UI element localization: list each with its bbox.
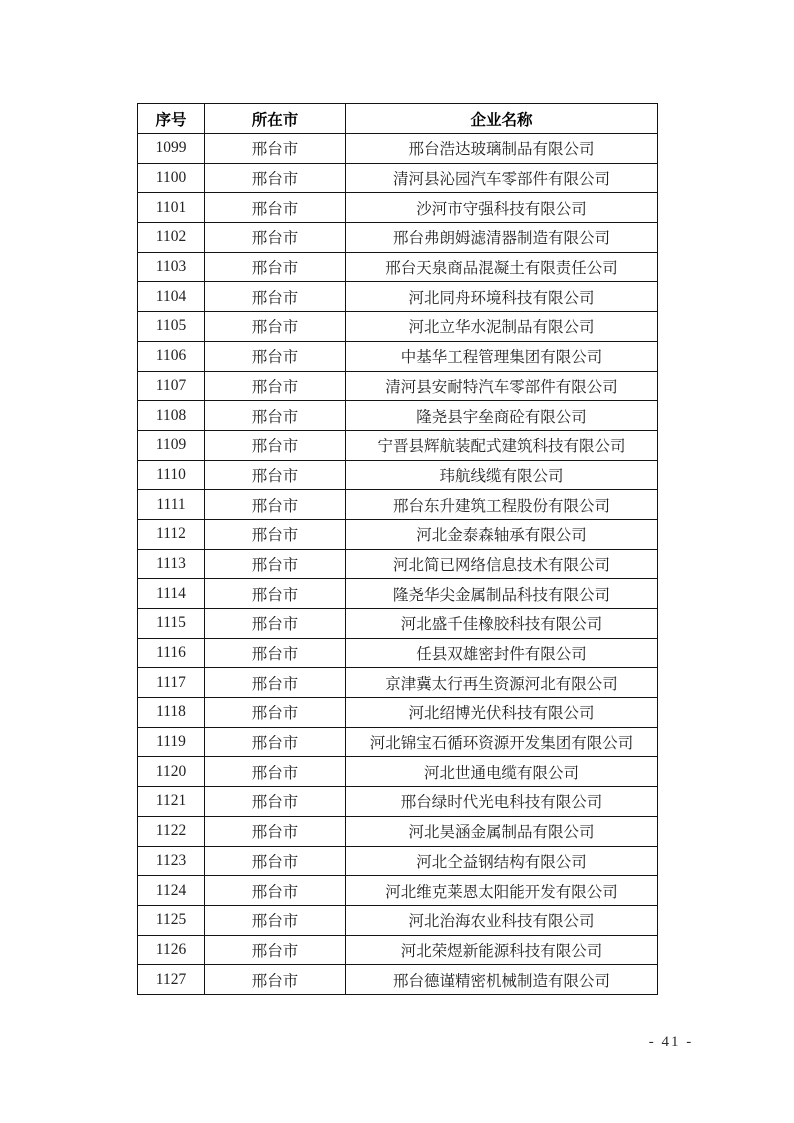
cell-serial-number: 1100 [138, 163, 205, 193]
cell-serial-number: 1121 [138, 787, 205, 817]
table-row [138, 223, 658, 253]
cell-serial-number: 1114 [138, 579, 205, 609]
cell-city: 邢台市 [205, 905, 346, 935]
cell-city: 邢台市 [205, 371, 346, 401]
cell-company-name: 河北盛千佳橡胶科技有限公司 [346, 609, 658, 639]
cell-serial-number: 1106 [138, 341, 205, 371]
cell-city: 邢台市 [205, 549, 346, 579]
cell-company-name: 京津冀太行再生资源河北有限公司 [346, 668, 658, 698]
cell-company-name: 河北昊涵金属制品有限公司 [346, 816, 658, 846]
table-row [138, 846, 658, 876]
table-row [138, 193, 658, 223]
cell-serial-number: 1119 [138, 727, 205, 757]
cell-serial-number: 1113 [138, 549, 205, 579]
cell-company-name: 河北简已网络信息技术有限公司 [346, 549, 658, 579]
cell-city: 邢台市 [205, 846, 346, 876]
table-row [138, 757, 658, 787]
cell-company-name: 邢台德谨精密机械制造有限公司 [346, 965, 658, 995]
cell-city: 邢台市 [205, 757, 346, 787]
cell-company-name: 清河县沁园汽车零部件有限公司 [346, 163, 658, 193]
cell-city: 邢台市 [205, 876, 346, 906]
cell-city: 邢台市 [205, 282, 346, 312]
cell-city: 邢台市 [205, 638, 346, 668]
table-row [138, 668, 658, 698]
cell-city: 邢台市 [205, 134, 346, 164]
cell-company-name: 清河县安耐特汽车零部件有限公司 [346, 371, 658, 401]
cell-serial-number: 1122 [138, 816, 205, 846]
cell-company-name: 河北荣煜新能源科技有限公司 [346, 935, 658, 965]
cell-company-name: 河北立华水泥制品有限公司 [346, 312, 658, 342]
cell-serial-number: 1103 [138, 252, 205, 282]
cell-company-name: 河北绍博光伏科技有限公司 [346, 698, 658, 728]
table-row [138, 430, 658, 460]
cell-serial-number: 1099 [138, 134, 205, 164]
cell-company-name: 宁晋县辉航装配式建筑科技有限公司 [346, 430, 658, 460]
cell-city: 邢台市 [205, 312, 346, 342]
cell-city: 邢台市 [205, 698, 346, 728]
table-row [138, 698, 658, 728]
cell-city: 邢台市 [205, 460, 346, 490]
page-number: - 41 - [648, 1034, 694, 1050]
col-header-company-name: 企业名称 [346, 104, 658, 134]
cell-city: 邢台市 [205, 341, 346, 371]
cell-serial-number: 1115 [138, 609, 205, 639]
cell-serial-number: 1117 [138, 668, 205, 698]
cell-serial-number: 1120 [138, 757, 205, 787]
cell-company-name: 河北治海农业科技有限公司 [346, 905, 658, 935]
cell-serial-number: 1111 [138, 490, 205, 520]
cell-city: 邢台市 [205, 223, 346, 253]
cell-city: 邢台市 [205, 787, 346, 817]
cell-company-name: 河北世通电缆有限公司 [346, 757, 658, 787]
table-row [138, 252, 658, 282]
cell-company-name: 隆尧县宇垒商砼有限公司 [346, 401, 658, 431]
cell-city: 邢台市 [205, 816, 346, 846]
table-row [138, 876, 658, 906]
cell-serial-number: 1125 [138, 905, 205, 935]
cell-company-name: 河北金泰森轴承有限公司 [346, 519, 658, 549]
table-row [138, 549, 658, 579]
table-row [138, 727, 658, 757]
cell-company-name: 河北仝益钢结构有限公司 [346, 846, 658, 876]
table-row [138, 163, 658, 193]
cell-city: 邢台市 [205, 579, 346, 609]
cell-company-name: 河北同舟环境科技有限公司 [346, 282, 658, 312]
table-row [138, 401, 658, 431]
table-row [138, 935, 658, 965]
cell-city: 邢台市 [205, 727, 346, 757]
cell-serial-number: 1107 [138, 371, 205, 401]
cell-company-name: 任县双雄密封件有限公司 [346, 638, 658, 668]
cell-city: 邢台市 [205, 519, 346, 549]
table-row [138, 282, 658, 312]
cell-serial-number: 1105 [138, 312, 205, 342]
cell-serial-number: 1108 [138, 401, 205, 431]
cell-city: 邢台市 [205, 401, 346, 431]
cell-city: 邢台市 [205, 668, 346, 698]
col-header-city: 所在市 [205, 104, 346, 134]
table-row [138, 371, 658, 401]
header-row [138, 104, 658, 134]
cell-city: 邢台市 [205, 935, 346, 965]
cell-serial-number: 1109 [138, 430, 205, 460]
cell-serial-number: 1126 [138, 935, 205, 965]
cell-serial-number: 1123 [138, 846, 205, 876]
cell-company-name: 邢台浩达玻璃制品有限公司 [346, 134, 658, 164]
cell-serial-number: 1116 [138, 638, 205, 668]
cell-city: 邢台市 [205, 609, 346, 639]
table-header [138, 104, 658, 134]
table-row [138, 460, 658, 490]
cell-serial-number: 1101 [138, 193, 205, 223]
cell-city: 邢台市 [205, 965, 346, 995]
cell-serial-number: 1102 [138, 223, 205, 253]
cell-city: 邢台市 [205, 193, 346, 223]
table-row [138, 638, 658, 668]
cell-serial-number: 1118 [138, 698, 205, 728]
cell-serial-number: 1127 [138, 965, 205, 995]
cell-company-name: 玮航线缆有限公司 [346, 460, 658, 490]
cell-city: 邢台市 [205, 163, 346, 193]
table-row [138, 341, 658, 371]
cell-serial-number: 1104 [138, 282, 205, 312]
cell-company-name: 邢台天泉商品混凝土有限责任公司 [346, 252, 658, 282]
table-row [138, 519, 658, 549]
cell-company-name: 邢台弗朗姆滤清器制造有限公司 [346, 223, 658, 253]
cell-city: 邢台市 [205, 252, 346, 282]
table-row [138, 816, 658, 846]
table-body [138, 134, 658, 995]
table-row [138, 490, 658, 520]
table-row [138, 134, 658, 164]
cell-company-name: 中基华工程管理集团有限公司 [346, 341, 658, 371]
cell-serial-number: 1112 [138, 519, 205, 549]
company-table [137, 103, 658, 995]
cell-company-name: 邢台东升建筑工程股份有限公司 [346, 490, 658, 520]
col-header-serial-number: 序号 [138, 104, 205, 134]
table-row [138, 905, 658, 935]
table-row [138, 312, 658, 342]
cell-serial-number: 1110 [138, 460, 205, 490]
table-row [138, 787, 658, 817]
cell-city: 邢台市 [205, 430, 346, 460]
cell-serial-number: 1124 [138, 876, 205, 906]
table-row [138, 965, 658, 995]
cell-company-name: 隆尧华尖金属制品科技有限公司 [346, 579, 658, 609]
cell-company-name: 河北锦宝石循环资源开发集团有限公司 [346, 727, 658, 757]
table-row [138, 609, 658, 639]
cell-city: 邢台市 [205, 490, 346, 520]
cell-company-name: 邢台绿时代光电科技有限公司 [346, 787, 658, 817]
cell-company-name: 河北维克莱恩太阳能开发有限公司 [346, 876, 658, 906]
table-row [138, 579, 658, 609]
cell-company-name: 沙河市守强科技有限公司 [346, 193, 658, 223]
